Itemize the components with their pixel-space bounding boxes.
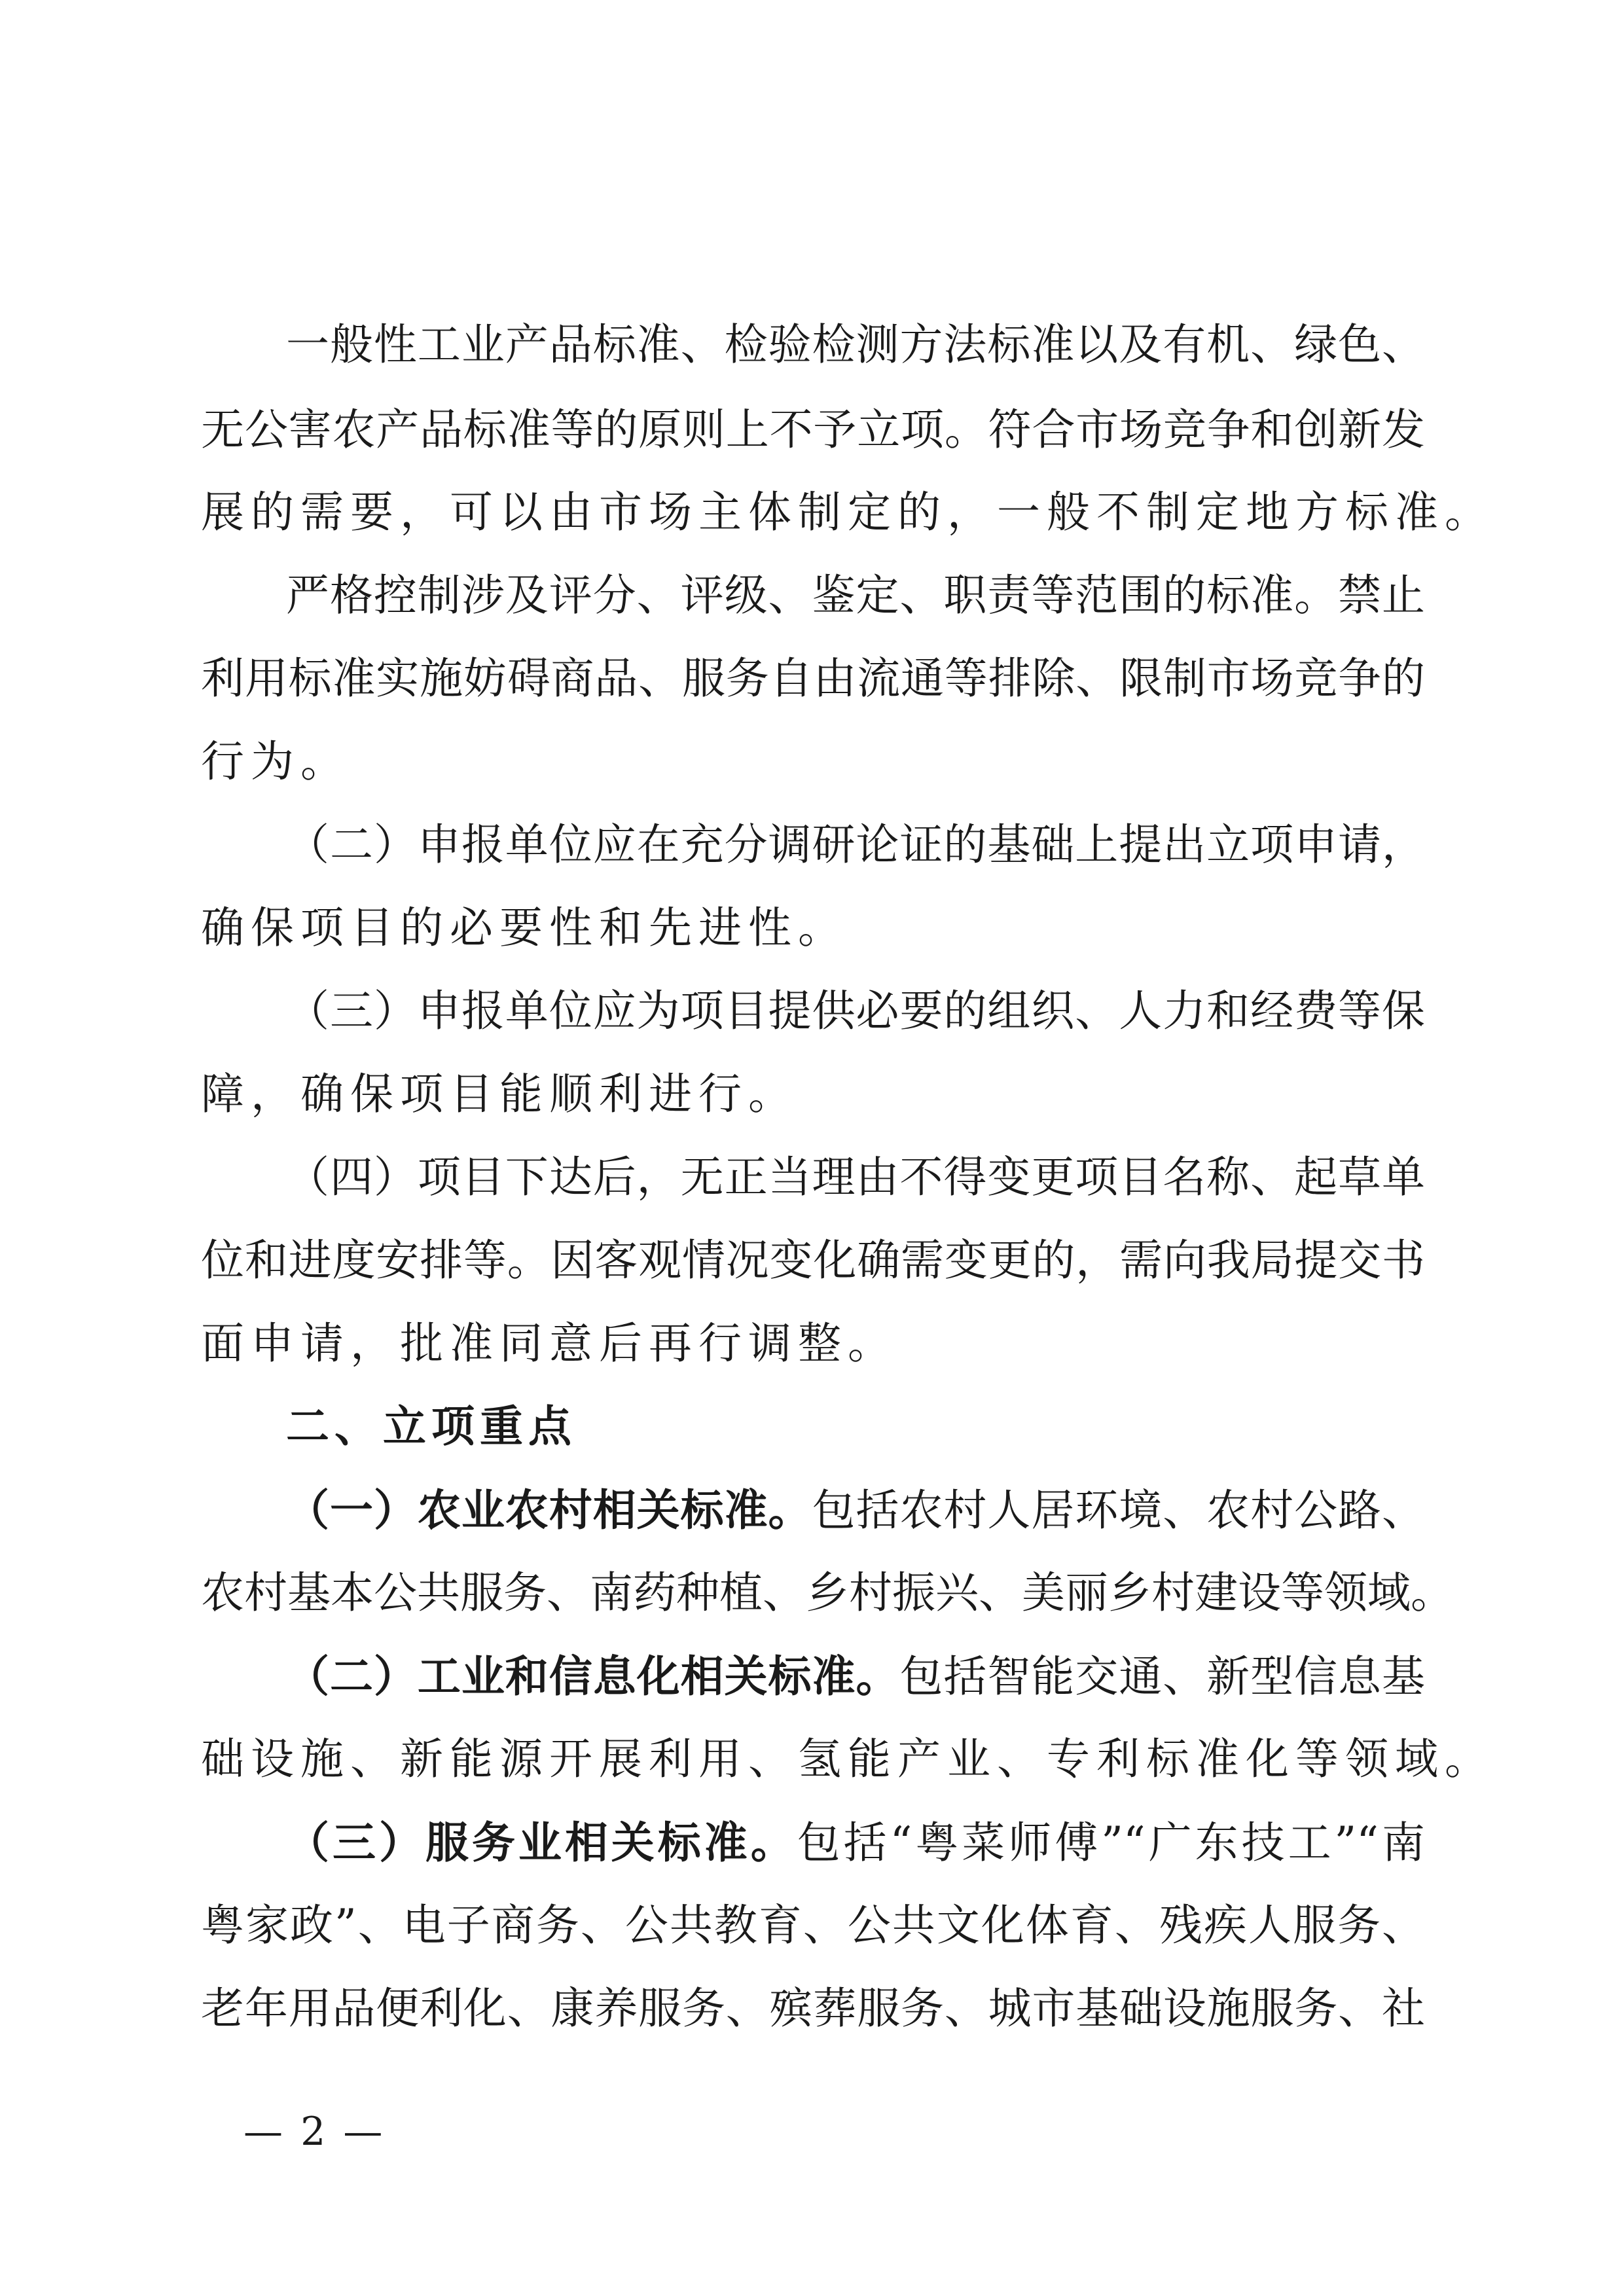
focus-item-1-line-2: 农村基本公共服务、南药种植、乡村振兴、美丽乡村建设等领域。 xyxy=(201,1568,1454,1618)
focus-item-3-title: （三）服务业相关标准。 xyxy=(286,1817,797,1868)
paragraph-5-line-3: 面申请，批准同意后再行调整。 xyxy=(201,1318,897,1369)
paragraph-2-line-1: 严格控制涉及评分、评级、鉴定、职责等范围的标准。禁止 xyxy=(286,570,1425,620)
focus-item-3-text: 包括“粤菜师傅”“广东技工”“南 xyxy=(797,1818,1425,1868)
paragraph-4-line-1: （三）申报单位应为项目提供必要的组织、人力和经费等保 xyxy=(286,986,1425,1036)
focus-item-2-line-2: 础设施、新能源开展利用、氢能产业、专利标准化等领域。 xyxy=(201,1734,1494,1784)
focus-item-1-text: 包括农村人居环境、农村公路、 xyxy=(812,1485,1426,1535)
focus-item-2-title: （二）工业和信息化相关标准。 xyxy=(286,1651,900,1702)
paragraph-1-line-3: 展的需要，可以由市场主体制定的，一般不制定地方标准。 xyxy=(201,487,1494,537)
paragraph-5-line-1: （四）项目下达后，无正当理由不得变更项目名称、起草单 xyxy=(286,1152,1425,1202)
paragraph-3-line-2: 确保项目的必要性和先进性。 xyxy=(201,903,848,953)
focus-item-1-line-1 xyxy=(286,1484,1425,1536)
focus-item-3-line-1 xyxy=(286,1816,1425,1869)
paragraph-1-line-2: 无公害农产品标准等的原则上不予立项。符合市场竞争和创新发 xyxy=(201,404,1425,455)
paragraph-2-line-3: 行为。 xyxy=(201,736,350,787)
paragraph-2-line-2: 利用标准实施妨碍商品、服务自由流通等排除、限制市场竞争的 xyxy=(201,653,1425,704)
section-heading: 二、立项重点 xyxy=(286,1401,577,1452)
paragraph-5-line-2: 位和进度安排等。因客观情况变化确需变更的，需向我局提交书 xyxy=(201,1235,1425,1285)
paragraph-4-line-2: 障，确保项目能顺利进行。 xyxy=(201,1069,798,1119)
paragraph-1-line-1: 一般性工业产品标准、检验检测方法标准以及有机、绿色、 xyxy=(286,319,1425,370)
page-number: — 2 — xyxy=(244,2109,386,2155)
paragraph-3-line-1: （二）申报单位应在充分调研论证的基础上提出立项申请， xyxy=(286,819,1425,870)
focus-item-2-line-1 xyxy=(286,1650,1425,1702)
focus-item-3-line-3: 老年用品便利化、康养服务、殡葬服务、城市基础设施服务、社 xyxy=(201,1983,1425,2034)
focus-item-1-title: （一）农业农村相关标准。 xyxy=(286,1484,812,1535)
focus-item-2-text: 包括智能交通、新型信息基 xyxy=(899,1651,1426,1702)
focus-item-3-line-2: 粤家政”、电子商务、公共教育、公共文化体育、残疾人服务、 xyxy=(201,1900,1425,1950)
